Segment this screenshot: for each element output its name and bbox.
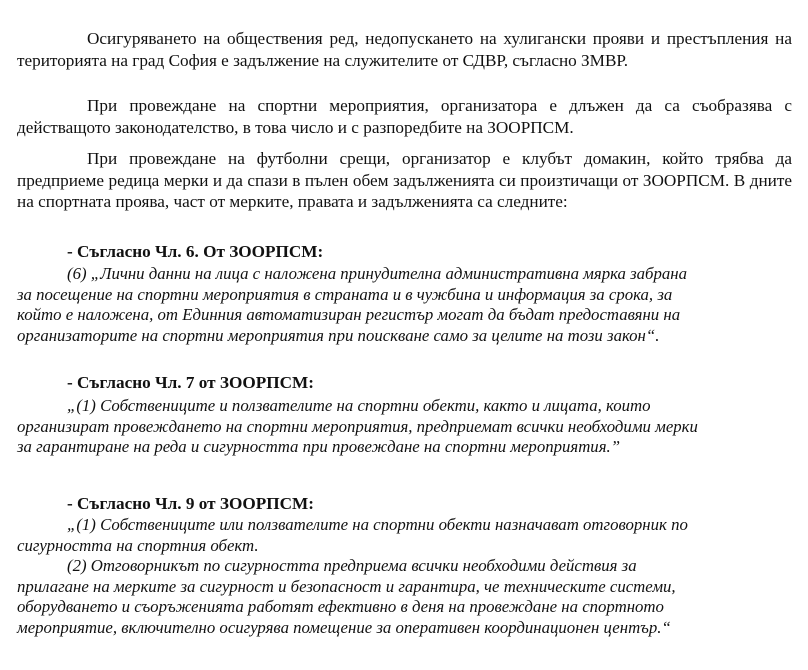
quote-line: мероприятие, включително осигурява помещение за оперативен координационен център.“ bbox=[17, 617, 671, 637]
paragraph-sport-events bbox=[17, 95, 792, 138]
quote-line: „(1) Собствениците и ползвателите на спортни обекти, както и лицата, които bbox=[67, 396, 651, 415]
quote-line: организират провеждането на спортни мероприятия, предприемат всички необходими мерки bbox=[17, 416, 698, 436]
document-page bbox=[17, 0, 792, 670]
section-quote-art-6 bbox=[17, 264, 792, 346]
quote-line: (6) „Лични данни на лица с наложена принудителна административна мярка забрана bbox=[67, 264, 687, 283]
quote-line: сигурността на спортния обект. bbox=[17, 535, 259, 555]
section-quote-art-7 bbox=[17, 396, 792, 458]
paragraph-sport-events-text: При провеждане на спортни мероприятия, организатора е длъжен да са съобразява с действащото законодателство, в това число и с разпоредбите на ЗООРПСМ. bbox=[17, 96, 792, 137]
section-heading-art-7: - Съгласно Чл. 7 от ЗООРПСМ: bbox=[67, 373, 314, 392]
section-heading-art-6: - Съгласно Чл. 6. От ЗООРПСМ: bbox=[67, 242, 324, 261]
quote-line: организаторите на спортни мероприятия при поискване само за целите на този закон“. bbox=[17, 325, 660, 345]
quote-line: прилагане на мерките за сигурност и безопасност и гарантира, че техническите системи, bbox=[17, 576, 676, 596]
quote-line: за гарантиране на реда и сигурността при провеждане на спортни мероприятия.” bbox=[17, 437, 621, 456]
quote-line: (2) Отговорникът по сигурността предприема всички необходими действия за bbox=[67, 556, 637, 575]
paragraph-football-matches-text: При провеждане на футболни срещи, организатор е клубът домакин, който трябва да предприеме редица мерки и да спази в пълен обем задълженията си произтичащи от ЗООРПСМ. В дните на спортната проява, част от мерките, правата и задълженията са следните: bbox=[17, 149, 792, 211]
paragraph-public-order bbox=[17, 28, 792, 71]
paragraph-football-matches bbox=[17, 148, 792, 213]
quote-line: който е наложена, от Единния автоматизиран регистър могат да бъдат предоставяни на bbox=[17, 305, 681, 324]
quote-line: за посещение на спортни мероприятия в страната и в чужбина и информация за срока, за bbox=[17, 284, 673, 304]
section-heading-art-9: - Съгласно Чл. 9 от ЗООРПСМ: bbox=[67, 494, 314, 513]
section-quote-art-9 bbox=[17, 515, 792, 638]
quote-line: оборудването и съоръженията работят ефективно в деня на провеждане на спортното bbox=[17, 597, 664, 616]
quote-line: „(1) Собствениците или ползвателите на спортни обекти назначават отговорник по bbox=[67, 515, 688, 534]
paragraph-public-order-text: Осигуряването на обществения ред, недопускането на хулигански прояви и престъпления на територията на град София е задължение на служителите от СДВР, съгласно ЗМВР. bbox=[17, 29, 792, 70]
